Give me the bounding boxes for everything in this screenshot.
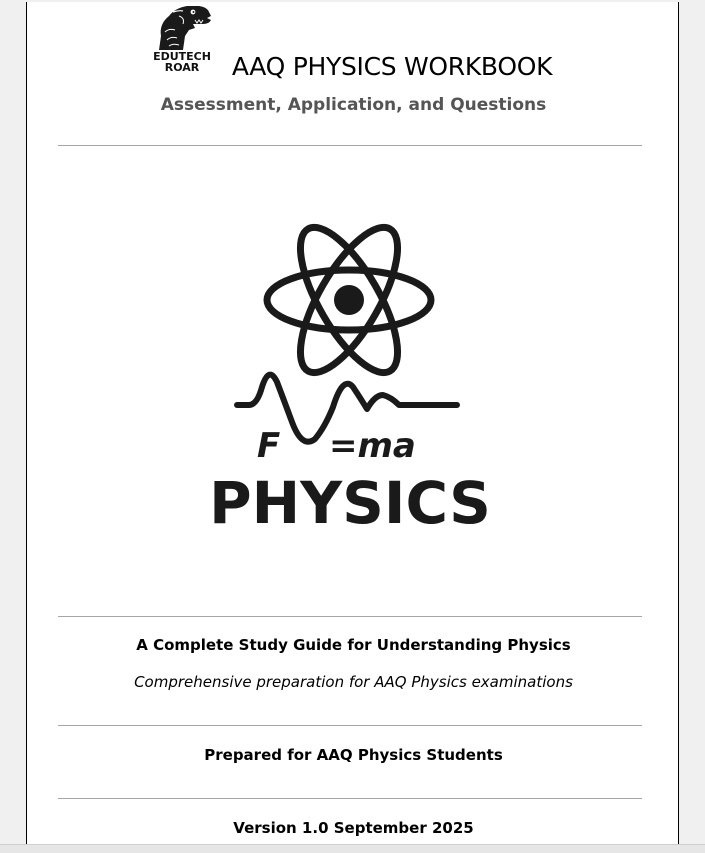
document-page <box>26 2 679 844</box>
divider-bottom <box>58 798 642 799</box>
formula-mass-acceleration: =ma <box>329 426 416 466</box>
document-title: AAQ PHYSICS WORKBOOK <box>231 52 553 81</box>
divider-middle <box>58 616 642 617</box>
physics-wordmark: PHYSICS <box>209 469 491 537</box>
physics-emblem <box>207 217 497 537</box>
atom-icon <box>207 217 497 537</box>
logo-text-edutech: EDUTECH <box>153 50 211 63</box>
version-line: Version 1.0 September 2025 <box>233 819 474 837</box>
preparation-note: Comprehensive preparation for AAQ Physics examinations <box>134 673 573 691</box>
study-guide-heading: A Complete Study Guide for Understanding Physics <box>136 636 571 654</box>
prepared-for-line: Prepared for AAQ Physics Students <box>204 746 503 764</box>
divider-lower <box>58 725 642 726</box>
dinosaur-icon <box>149 2 215 52</box>
logo-text-roar: ROAR <box>164 61 200 74</box>
formula-force: F <box>257 426 281 466</box>
divider-top <box>58 145 642 146</box>
document-subtitle: Assessment, Application, and Questions <box>160 95 547 115</box>
